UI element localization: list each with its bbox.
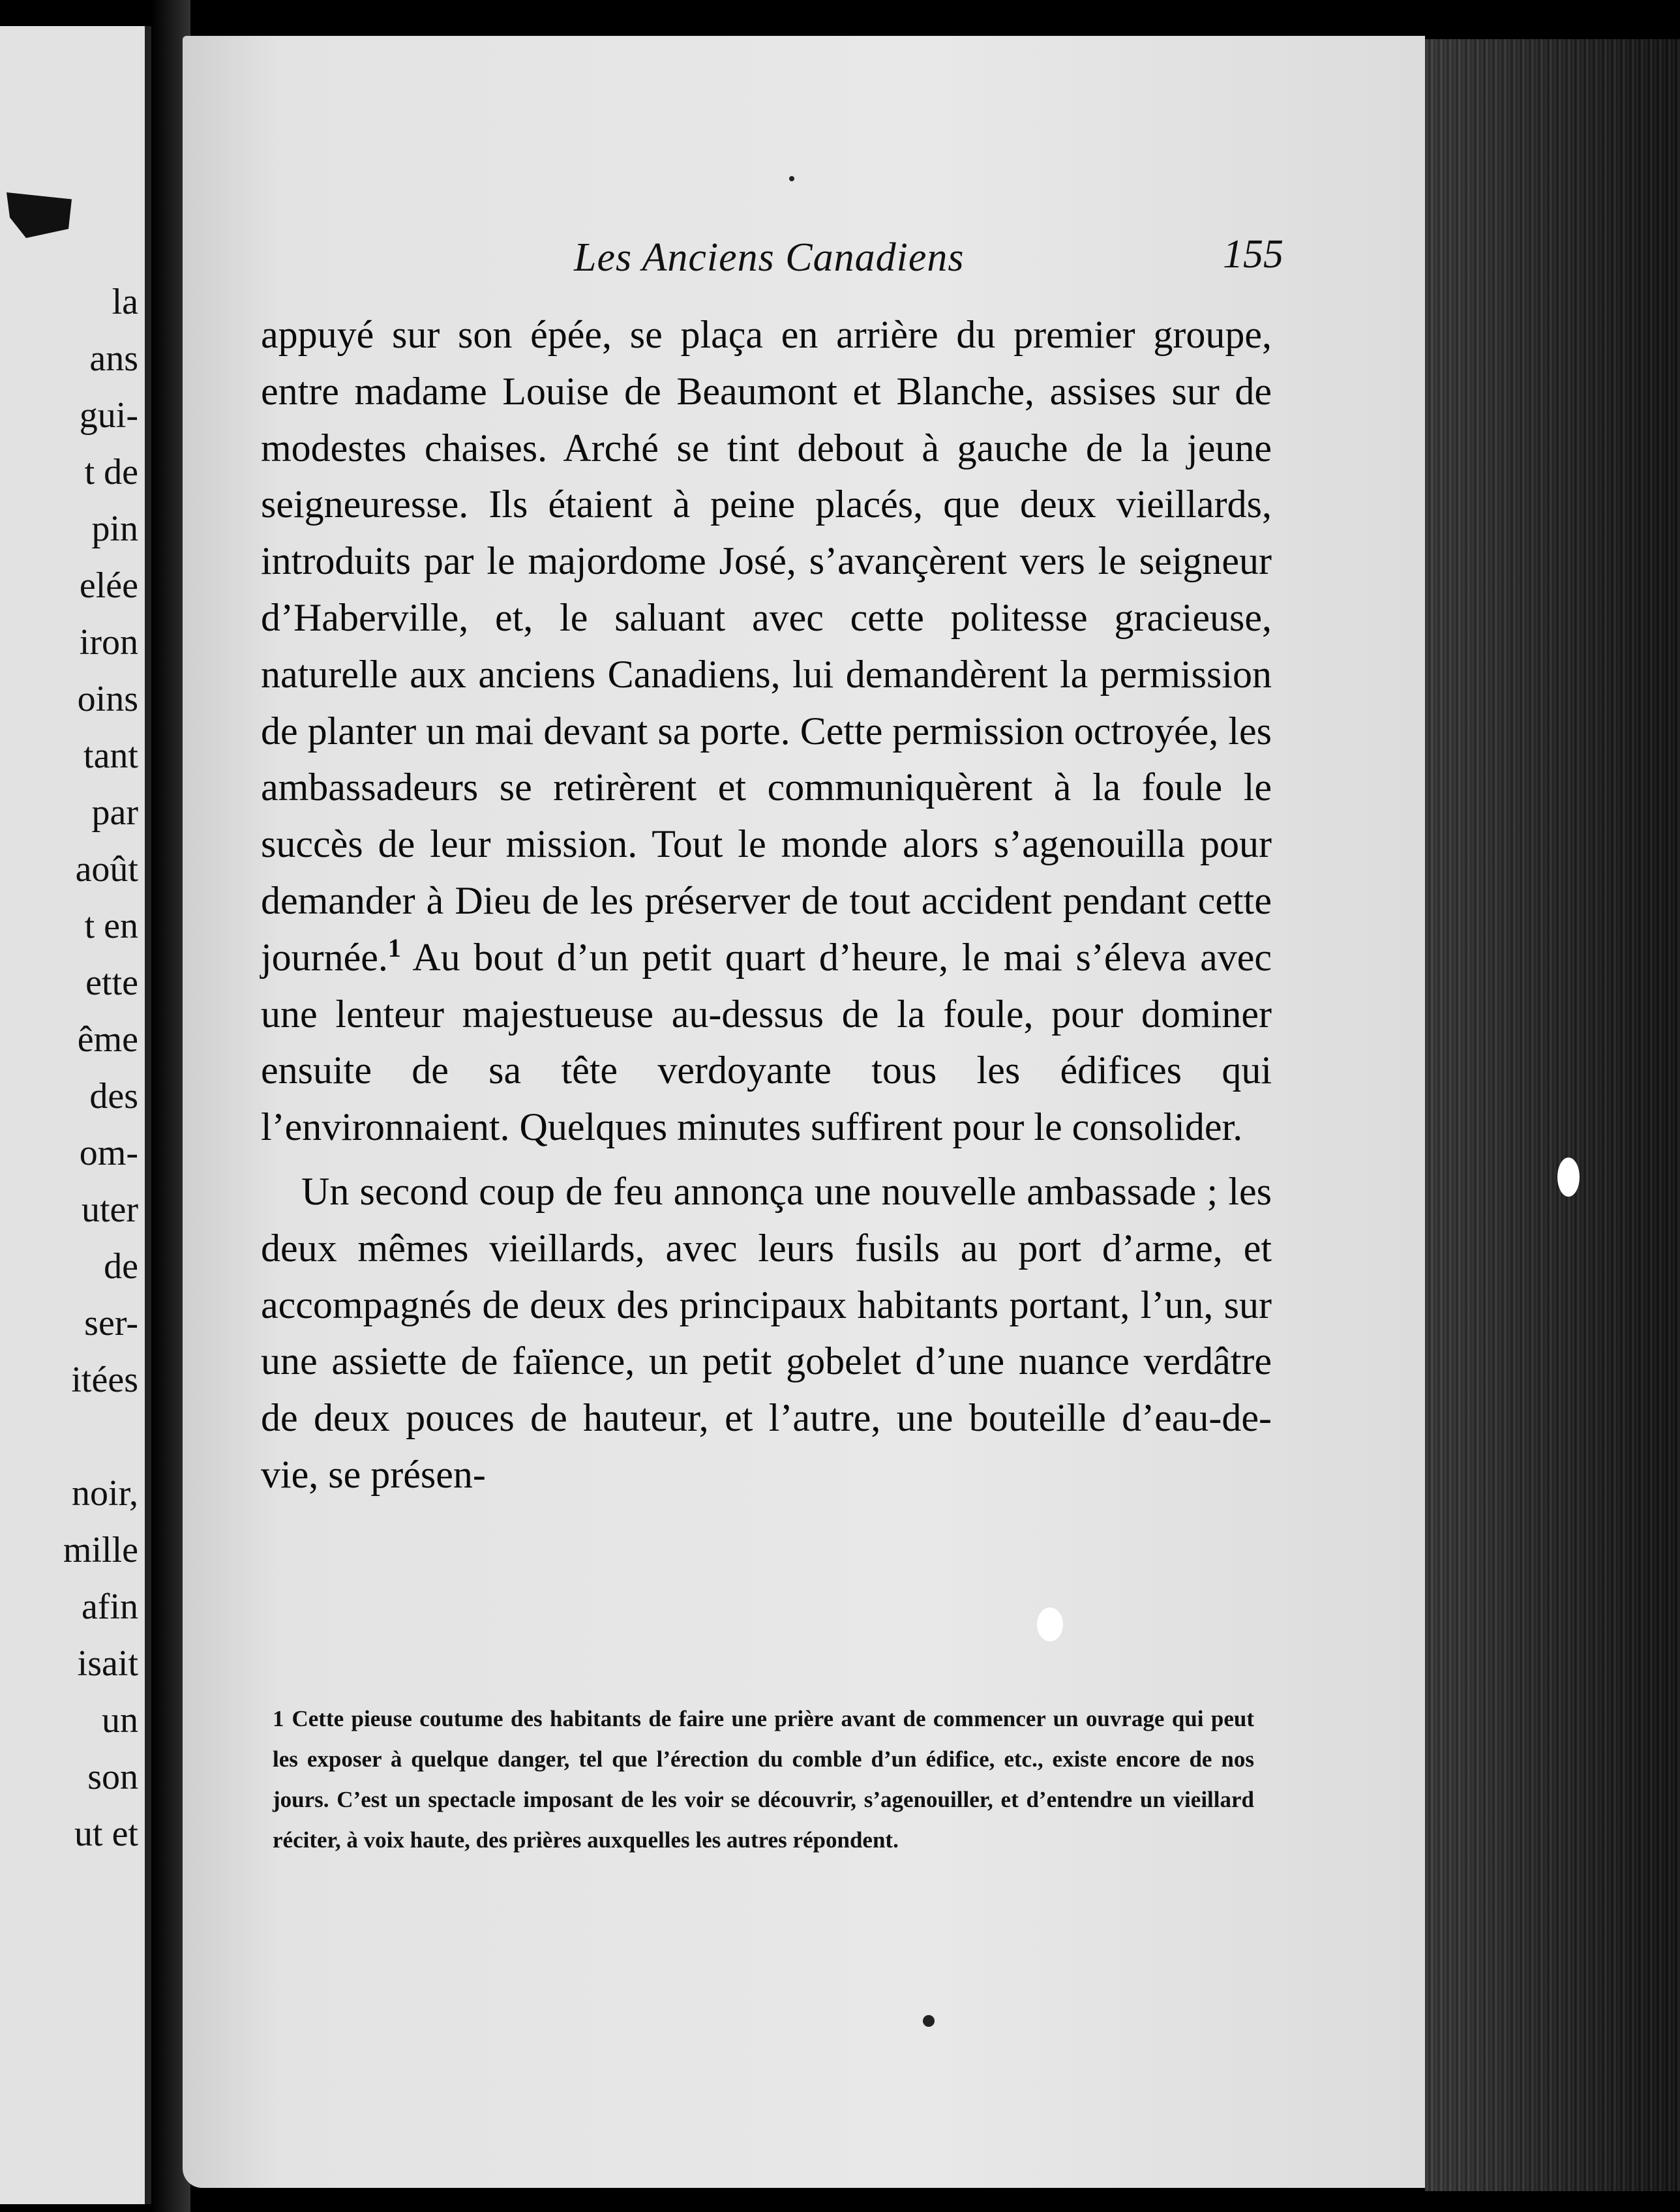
left-page-fragment: tant bbox=[83, 736, 138, 776]
page-number: 155 bbox=[1223, 232, 1283, 276]
footnote bbox=[273, 1699, 1254, 1861]
left-page-fragment: la bbox=[112, 282, 138, 322]
left-page-fragment bbox=[63, 1409, 138, 1465]
page-edges bbox=[1425, 39, 1680, 2191]
left-page-fragment: noir, bbox=[72, 1473, 138, 1514]
left-page-fragment: de bbox=[104, 1246, 138, 1287]
running-head: Les Anciens Canadiens bbox=[574, 235, 965, 280]
footnote-number: 1 bbox=[273, 1706, 284, 1731]
left-page-fragment: iron bbox=[79, 622, 138, 663]
left-page-fragment: oins bbox=[77, 679, 138, 719]
left-page-fragment: isait bbox=[77, 1643, 138, 1684]
left-page-fragment: ser- bbox=[84, 1303, 138, 1343]
ink-dot bbox=[789, 176, 794, 181]
scan-speck bbox=[1037, 1607, 1063, 1641]
ink-dot bbox=[923, 2015, 935, 2027]
left-page-fragment: ette bbox=[85, 963, 138, 1003]
body-text bbox=[261, 306, 1272, 1503]
left-page-fragment: om- bbox=[79, 1133, 138, 1173]
left-page-fragment: afin bbox=[81, 1587, 138, 1627]
left-page-text-fragments bbox=[63, 274, 138, 1862]
footnote-text: Cette pieuse coutume des habitants de faire une prière avant de commencer un ouvrage qui peut les exposer à quelque danger, tel que l’érection du comble d’un édifice, etc., existe encore de nos jours. C’est un spectacle imposant de les voir se découvrir, s’agenouiller, et d’entendre un vieillard réciter, à voix haute, des prières auxquelles les autres répondent. bbox=[273, 1706, 1254, 1853]
left-page-fragment: elée bbox=[79, 565, 138, 606]
left-page-fragment: août bbox=[75, 849, 138, 889]
left-page-fragment: ême bbox=[77, 1019, 138, 1060]
left-page-fragment: son bbox=[87, 1757, 138, 1797]
left-page-fragment: ans bbox=[89, 338, 138, 379]
left-page-fragment: ut et bbox=[74, 1814, 138, 1854]
paragraph-1-continuation: Au bout d’un petit quart d’heure, le mai s’éleva avec une lenteur majestueuse au-dessus de la foule, pour dominer ensuite de sa tête verdoyante tous les édifices qui l’environnaient. Quelques minutes suffirent pour le consolider. bbox=[261, 935, 1272, 1149]
left-page-ink-smudge bbox=[7, 192, 72, 238]
left-page-fragment: par bbox=[91, 792, 138, 833]
paragraph-2: Un second coup de feu annonça une nouvelle ambassade ; les deux mêmes vieillards, avec leurs fusils au port d’arme, et accompagnés de deux des principaux habitants portant, l’un, sur une assiette de faïence, un petit gobelet d’une nuance verdâtre de deux pouces de hauteur, et l’autre, une bouteille d’eau-de-vie, se présen- bbox=[261, 1169, 1272, 1496]
left-page-fragment: itées bbox=[71, 1360, 138, 1400]
paragraph-1-text: appuyé sur son épée, se plaça en arrière du premier groupe, entre madame Louise de Beaumont et Blanche, assises sur de modestes chaises. Arché se tint debout à gauche de la jeune seigneuresse. Ils étaient à peine placés, que deux vieillards, introduits par le majordome José, s’avançèrent vers le seigneur d’Haberville, et, le saluant avec cette politesse gracieuse, naturelle aux anciens Canadiens, lui demandèrent la permission de planter un mai devant sa porte. Cette permission octroyée, les ambassadeurs se retirèrent et communiquèrent à la foule le succès de leur mission. Tout le monde alors s’agenouilla pour demander à Dieu de les préserver de tout accident pendant cette journée. bbox=[261, 313, 1272, 979]
left-page-fragment: mille bbox=[63, 1530, 138, 1570]
left-page-fragment: t en bbox=[84, 906, 138, 946]
left-page-fragment: uter bbox=[81, 1189, 138, 1230]
left-page-fragment: gui- bbox=[79, 395, 138, 436]
left-page-fragment: un bbox=[102, 1700, 138, 1741]
left-page-fragment: t de bbox=[84, 452, 138, 492]
left-facing-page bbox=[0, 26, 151, 2204]
scan-speck bbox=[1557, 1158, 1580, 1197]
left-page-fragment: pin bbox=[91, 509, 138, 549]
paragraph-1 bbox=[261, 306, 1272, 1156]
left-page-fragment: des bbox=[89, 1076, 138, 1116]
footnote-marker: 1 bbox=[387, 933, 401, 963]
